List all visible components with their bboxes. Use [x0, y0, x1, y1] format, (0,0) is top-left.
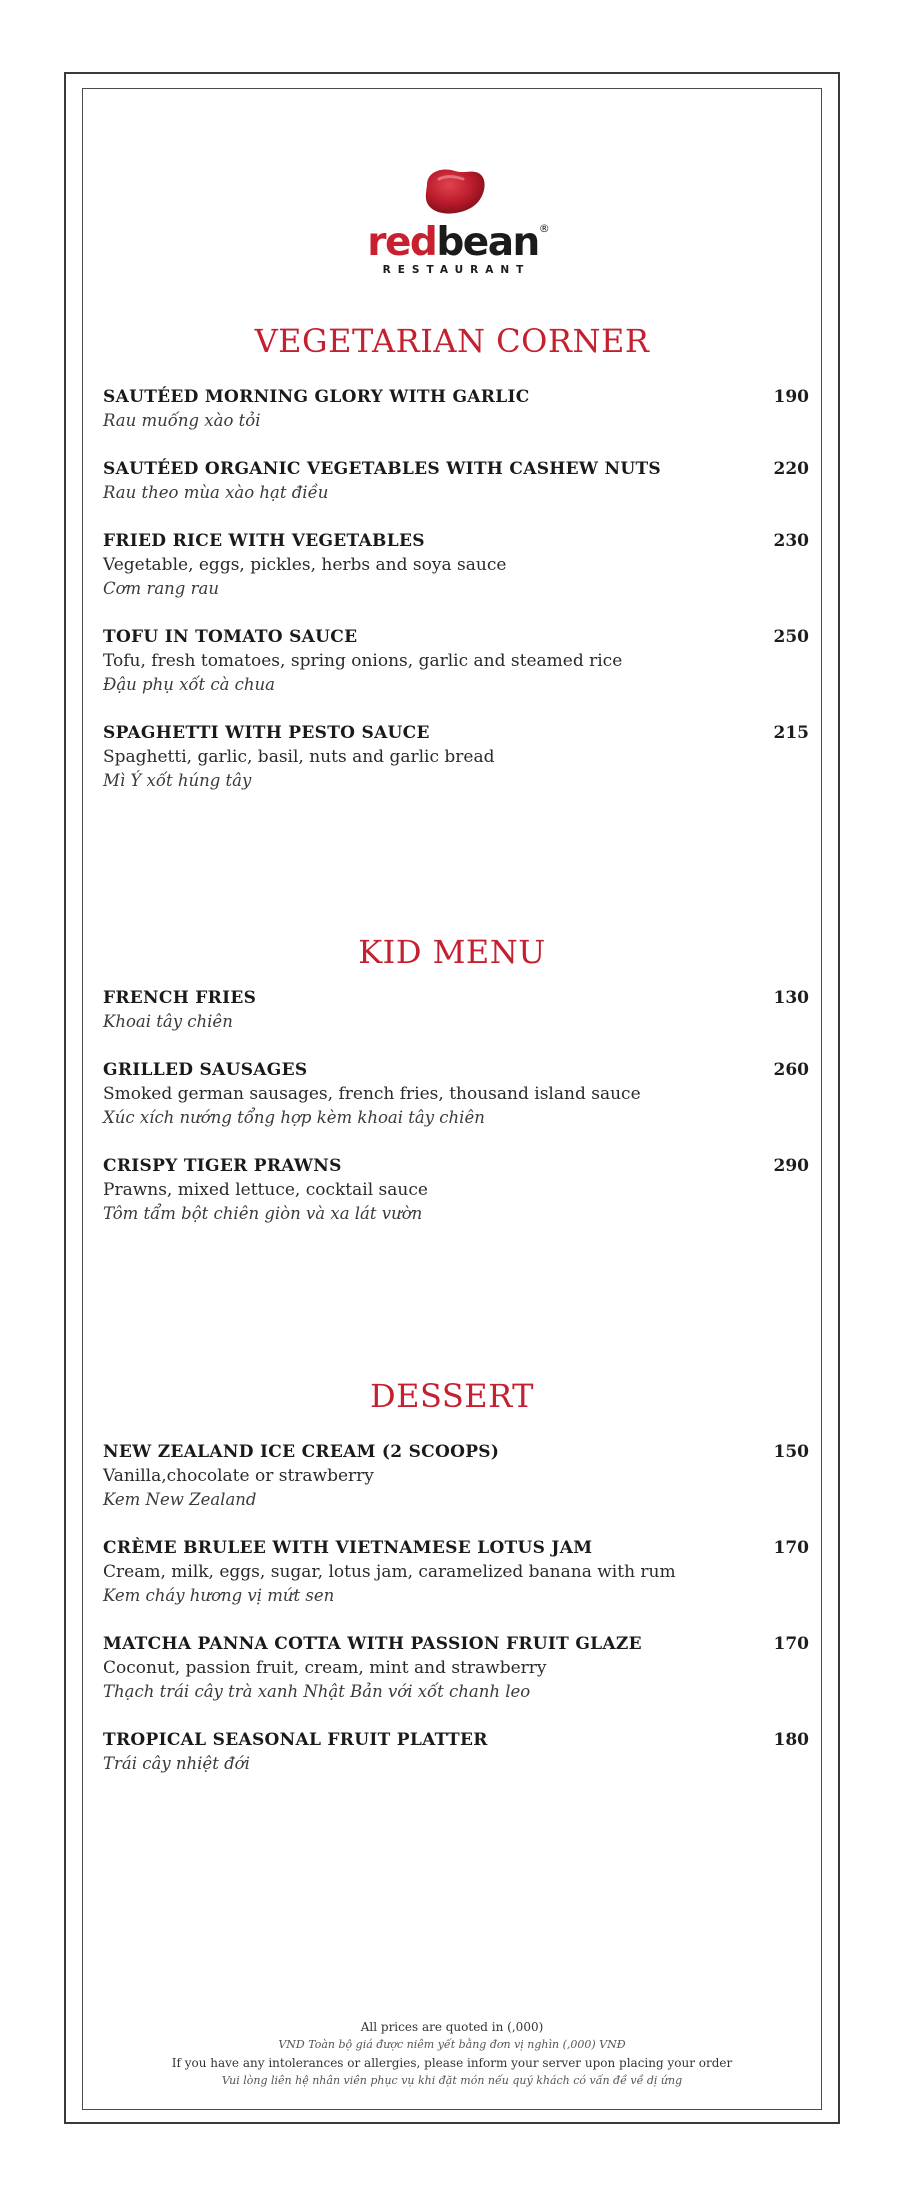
item-price: 180: [773, 1730, 809, 1750]
item-price: 170: [773, 1538, 809, 1558]
menu-item: [103, 1632, 809, 1704]
item-name: FRENCH FRIES: [103, 988, 257, 1008]
item-price: 130: [773, 988, 809, 1008]
item-description: Cream, milk, eggs, sugar, lotus jam, caramelized banana with rum: [103, 1562, 676, 1582]
item-price: 190: [773, 387, 809, 407]
item-name: CRISPY TIGER PRAWNS: [103, 1156, 342, 1176]
logo-word-dark: bean: [436, 220, 539, 265]
item-name: CRÈME BRULEE WITH VIETNAMESE LOTUS JAM: [103, 1538, 593, 1558]
menu-item: [103, 986, 809, 1034]
section-title-vegetarian: VEGETARIAN CORNER: [254, 322, 650, 360]
item-vietnamese-name: Rau theo mùa xào hạt điều: [103, 483, 329, 502]
item-vietnamese-name: Mì Ý xốt húng tây: [103, 771, 252, 790]
item-name: FRIED RICE WITH VEGETABLES: [103, 531, 425, 551]
item-description: Coconut, passion fruit, cream, mint and strawberry: [103, 1658, 547, 1678]
section-title-dessert: DESSERT: [369, 1377, 535, 1415]
item-vietnamese-name: Thạch trái cây trà xanh Nhật Bản với xốt chanh leo: [103, 1682, 531, 1701]
item-price: 170: [773, 1634, 809, 1654]
item-description: Vanilla,chocolate or strawberry: [103, 1466, 374, 1486]
item-vietnamese-name: Đậu phụ xốt cà chua: [103, 675, 276, 694]
menu-item: [103, 529, 809, 601]
menu-item: [103, 625, 809, 697]
menu-item: [103, 1440, 809, 1512]
item-price: 220: [773, 459, 809, 479]
item-name: SAUTÉED ORGANIC VEGETABLES WITH CASHEW NUTS: [103, 459, 662, 479]
item-description: Spaghetti, garlic, basil, nuts and garlic bread: [103, 747, 495, 767]
item-vietnamese-name: Xúc xích nướng tổng hợp kèm khoai tây chiên: [103, 1108, 485, 1127]
registered-mark: ®: [538, 222, 550, 235]
menu-item: [103, 457, 809, 505]
item-price: 230: [773, 531, 809, 551]
item-name: SAUTÉED MORNING GLORY WITH GARLIC: [103, 387, 530, 407]
price-note-vietnamese: VND Toàn bộ giá được niêm yết bằng đơn vị nghìn (,000) VNĐ: [278, 2038, 626, 2051]
menu-item: [103, 385, 809, 433]
section-title-kid-menu: KID MENU: [358, 933, 546, 971]
item-name: MATCHA PANNA COTTA WITH PASSION FRUIT GLAZE: [103, 1634, 642, 1654]
item-vietnamese-name: Cơm rang rau: [103, 579, 219, 598]
item-name: TROPICAL SEASONAL FRUIT PLATTER: [103, 1730, 488, 1750]
item-description: Prawns, mixed lettuce, cocktail sauce: [103, 1180, 428, 1200]
item-price: 150: [773, 1442, 809, 1462]
price-note: All prices are quoted in (,000): [360, 2020, 544, 2034]
red-bean-icon: [417, 165, 489, 219]
allergy-note-vietnamese: Vui lòng liên hệ nhân viên phục vụ khi đặt món nếu quý khách có vấn đề về dị ứng: [221, 2074, 683, 2087]
logo-wordmark: [367, 220, 550, 265]
menu-item: [103, 1728, 809, 1776]
item-price: 260: [773, 1060, 809, 1080]
item-vietnamese-name: Trái cây nhiệt đới: [103, 1754, 250, 1773]
item-vietnamese-name: Rau muống xào tỏi: [103, 411, 261, 430]
menu-item: [103, 1536, 809, 1608]
item-name: GRILLED SAUSAGES: [103, 1060, 308, 1080]
item-name: SPAGHETTI WITH PESTO SAUCE: [103, 723, 430, 743]
logo-subtitle: RESTAURANT: [382, 264, 531, 276]
item-price: 290: [773, 1156, 809, 1176]
logo-word-red: red: [367, 220, 437, 265]
item-description: Tofu, fresh tomatoes, spring onions, garlic and steamed rice: [103, 651, 623, 671]
item-name: NEW ZEALAND ICE CREAM (2 SCOOPS): [103, 1442, 500, 1462]
item-price: 250: [773, 627, 809, 647]
menu-item: [103, 1058, 809, 1130]
item-name: TOFU IN TOMATO SAUCE: [103, 627, 358, 647]
item-vietnamese-name: Kem New Zealand: [103, 1490, 257, 1509]
item-vietnamese-name: Khoai tây chiên: [103, 1012, 233, 1031]
menu-item: [103, 1154, 809, 1226]
item-price: 215: [773, 723, 809, 743]
restaurant-logo: [355, 165, 551, 285]
item-description: Vegetable, eggs, pickles, herbs and soya sauce: [103, 555, 507, 575]
menu-footer: [82, 2018, 822, 2090]
item-vietnamese-name: Tôm tẩm bột chiên giòn và xa lát vườn: [103, 1204, 423, 1223]
item-description: Smoked german sausages, french fries, thousand island sauce: [103, 1084, 641, 1104]
menu-item: [103, 721, 809, 793]
item-vietnamese-name: Kem cháy hương vị mứt sen: [103, 1586, 335, 1605]
allergy-note: If you have any intolerances or allergies, please inform your server upon placing your order: [171, 2056, 733, 2070]
